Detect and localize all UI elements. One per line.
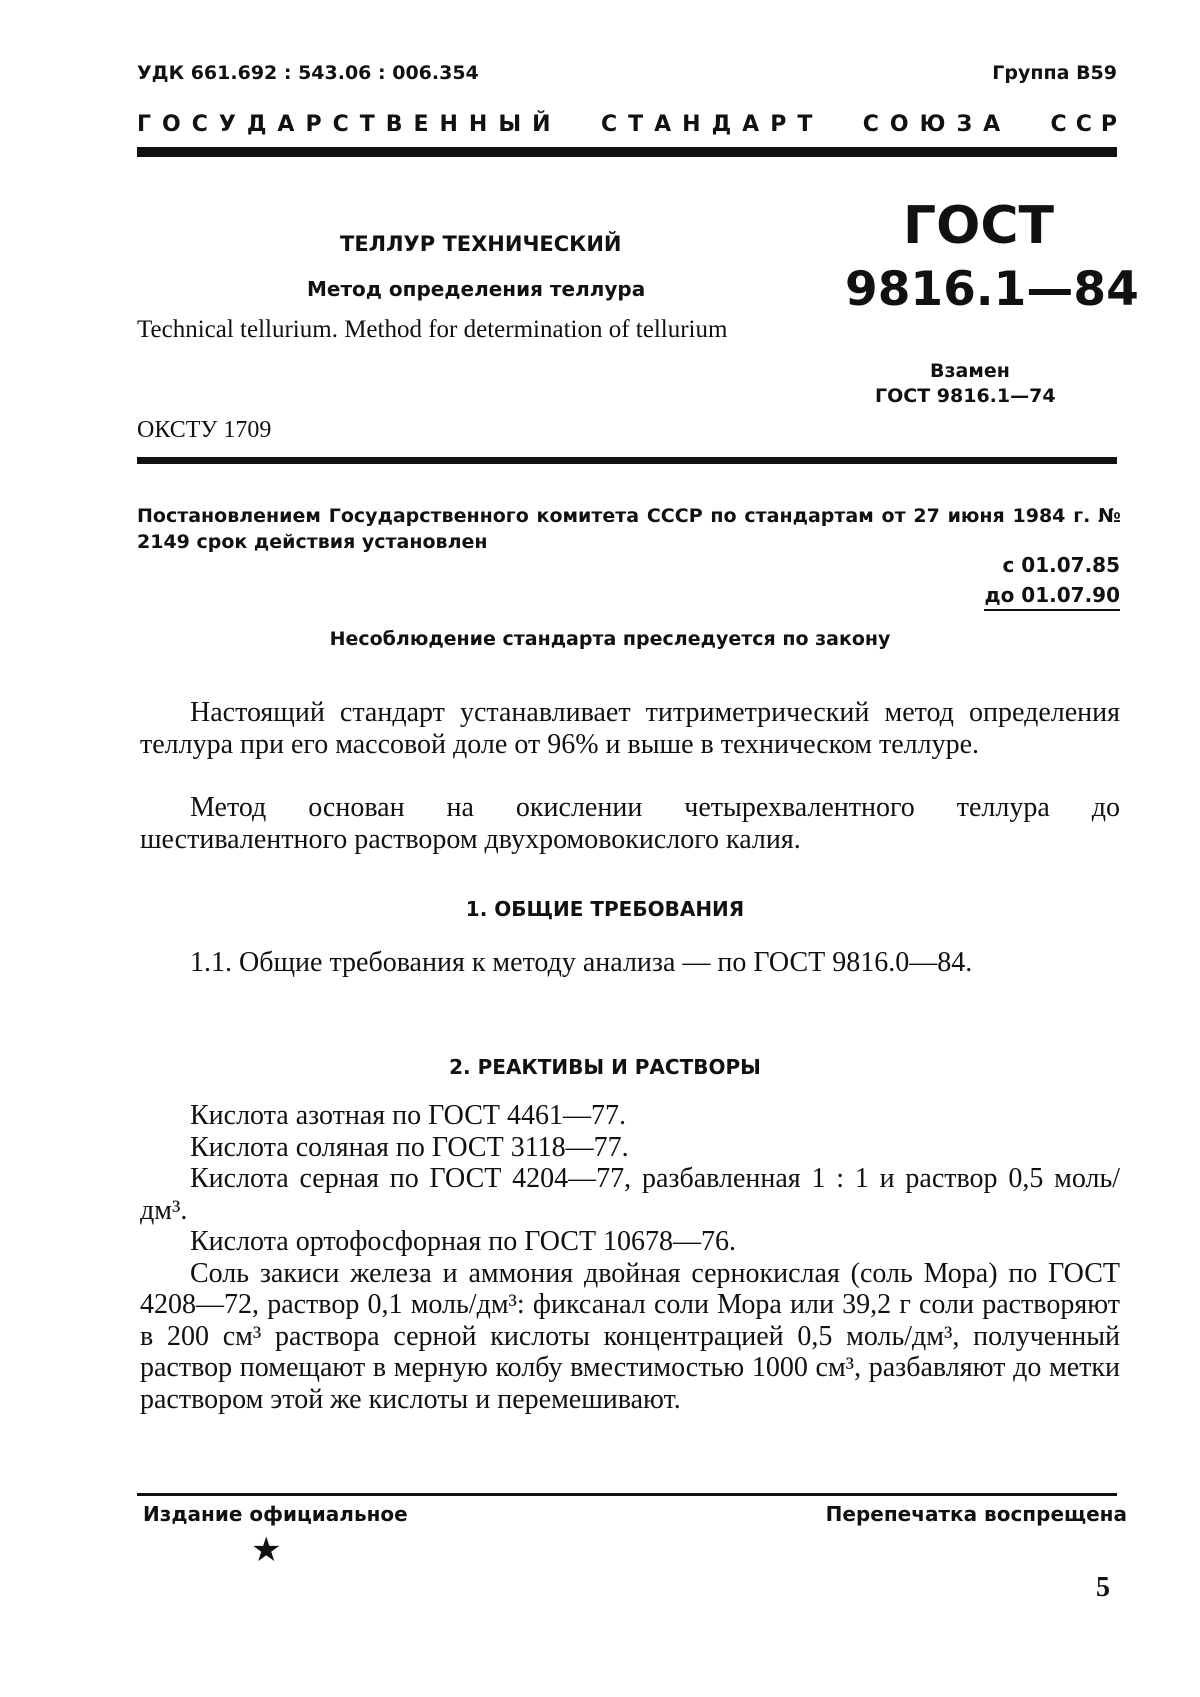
effective-date-to: до 01.07.90 — [984, 583, 1120, 611]
reagent-item: Кислота азотная по ГОСТ 4461—77. — [190, 1100, 626, 1131]
edition-label: Издание официальное — [143, 1502, 408, 1526]
document-title-english: Technical tellurium. Method for determination of tellurium — [137, 316, 728, 343]
replaced-standard: ГОСТ 9816.1—74 — [875, 385, 1056, 407]
footer-divider — [137, 1493, 1117, 1496]
page-number: 5 — [1096, 1572, 1110, 1603]
banner-word: ССР — [1050, 112, 1126, 137]
reagents-list — [140, 1100, 1120, 1415]
section-heading: 1. ОБЩИЕ ТРЕБОВАНИЯ — [465, 897, 745, 921]
effective-date-from: с 01.07.85 — [1002, 553, 1120, 577]
reprint-notice: Перепечатка воспрещена — [825, 1502, 1127, 1526]
title-divider — [137, 457, 1117, 464]
banner-word: СОЮЗА — [862, 112, 1012, 137]
gost-label: ГОСТ — [903, 196, 1054, 256]
section-heading: 2. РЕАКТИВЫ И РАСТВОРЫ — [449, 1055, 761, 1079]
state-standard-banner — [137, 112, 1126, 137]
method-paragraph: Метод основан на окислении четырехвалентного теллура до шестивалентного раствором двухромовокислого калия. — [140, 792, 1120, 855]
star-icon: ★ — [251, 1530, 282, 1570]
intro-paragraph: Настоящий стандарт устанавливает титриметрический метод определения теллура при его массовой доле от 96% и выше в техническом теллуре. — [140, 697, 1120, 760]
reagent-item: Кислота серная по ГОСТ 4204—77, разбавленная 1 : 1 и раствор 0,5 моль/дм³. — [140, 1163, 1120, 1226]
document-title: ТЕЛЛУР ТЕХНИЧЕСКИЙ — [340, 232, 622, 256]
group-code: Группа В59 — [992, 62, 1117, 84]
okstu-code: ОКСТУ 1709 — [137, 417, 272, 443]
decree-text: Постановлением Государственного комитета СССР по стандартам от 27 июня 1984 г. № 2149 срок действия установлен — [137, 505, 1121, 553]
replaces-label: Взамен — [930, 360, 1010, 382]
gost-number: 9816.1—84 — [845, 262, 1139, 317]
banner-word: ГОСУДАРСТВЕННЫЙ — [137, 112, 562, 137]
reagent-item: Соль закиси железа и аммония двойная сернокислая (соль Мора) по ГОСТ 4208—72, раствор 0,1 моль/дм³: фиксанал соли Мора или 39,2 г соли растворяют в 200 см³ раствора серной кислоты концентрацией 0,5 моль/дм³, полученный раствор помещают в мерную колбу вместимостью 1000 см³, разбавляют до метки раствором этой же кислоты и перемешивают. — [140, 1257, 1120, 1415]
udk-code: УДК 661.692 : 543.06 : 006.354 — [137, 62, 479, 84]
banner-word: СТАНДАРТ — [601, 112, 824, 137]
section-paragraph: 1.1. Общие требования к методу анализа — по ГОСТ 9816.0—84. — [190, 947, 973, 978]
reagent-item: Кислота ортофосфорная по ГОСТ 10678—76. — [190, 1226, 737, 1257]
header-divider — [137, 147, 1117, 157]
legal-warning: Несоблюдение стандарта преследуется по закону — [329, 628, 891, 650]
document-subtitle: Метод определения теллура — [307, 277, 646, 301]
reagent-item: Кислота соляная по ГОСТ 3118—77. — [190, 1131, 629, 1163]
